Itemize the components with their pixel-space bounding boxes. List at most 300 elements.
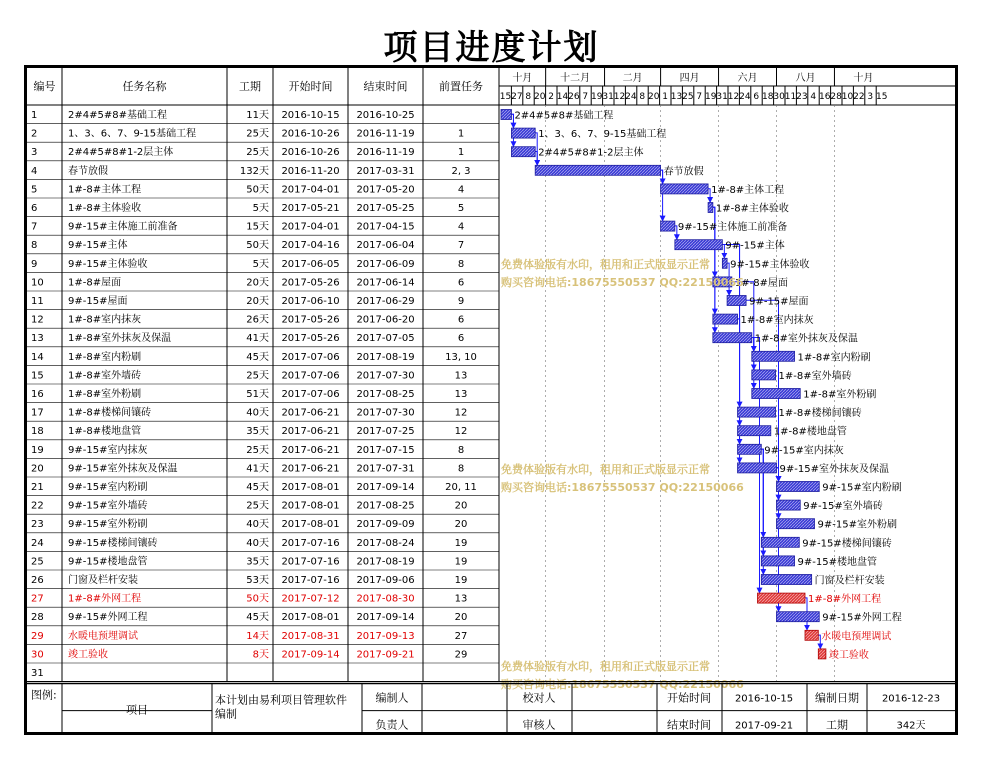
timeline-month: 十月	[853, 73, 874, 84]
task-name: 1#-8#主体工程	[68, 184, 142, 196]
task-end: 2017-04-15	[356, 221, 415, 233]
task-bar[interactable]	[738, 463, 777, 473]
task-bar-label: 1#-8#主体验收	[715, 203, 789, 215]
task-end: 2017-03-31	[356, 165, 415, 177]
task-end: 2017-09-13	[356, 630, 415, 642]
task-duration: 50天	[246, 240, 269, 252]
task-bar-label: 9#-15#外网工程	[822, 612, 902, 624]
column-header-id: 编号	[33, 80, 56, 93]
task-start: 2017-08-01	[281, 500, 340, 512]
task-bar-label: 1#-8#室内粉刷	[797, 352, 871, 364]
task-predecessor: 1	[457, 147, 465, 159]
task-id: 8	[31, 240, 38, 252]
task-start: 2017-05-26	[281, 333, 340, 345]
task-bar-label: 1#-8#室外粉刷	[803, 389, 877, 401]
task-predecessor: 29	[454, 649, 468, 661]
task-start: 2017-07-06	[281, 389, 340, 400]
task-bar[interactable]	[661, 221, 675, 231]
task-bar-label: 2#4#5#8#基础工程	[514, 110, 614, 122]
task-predecessor: 5	[457, 203, 465, 214]
timeline-day: 8	[639, 92, 646, 102]
task-bar[interactable]	[777, 500, 801, 510]
task-name: 9#-15#外网工程	[68, 612, 148, 624]
dependency-link	[722, 245, 739, 444]
gantt-sheet	[27, 68, 955, 732]
task-bar-label: 9#-15#屋面	[749, 296, 809, 308]
task-end: 2017-06-09	[356, 258, 415, 270]
task-bar[interactable]	[722, 258, 727, 268]
task-duration: 51天	[246, 389, 269, 400]
watermark-text: 免费体验版有水印，租用和正式版显示正常	[501, 463, 710, 476]
task-duration: 35天	[246, 426, 269, 438]
task-predecessor: 20	[454, 519, 468, 531]
task-start: 2017-05-26	[281, 314, 340, 326]
timeline-month: 十月	[512, 73, 533, 84]
end-time-value: 2017-09-21	[734, 720, 794, 732]
timeline-day: 22	[853, 92, 865, 102]
task-bar[interactable]	[511, 128, 535, 138]
start-time-label: 开始时间	[667, 691, 711, 705]
column-header-duration: 工期	[239, 80, 261, 93]
task-id: 31	[31, 668, 44, 679]
task-id: 12	[31, 314, 44, 326]
task-bar-label: 1#-8#主体工程	[711, 184, 785, 196]
timeline-day: 30	[773, 92, 785, 102]
task-bar-label: 1#-8#屋面	[734, 277, 788, 289]
task-bar-label: 1#-8#室内抹灰	[740, 315, 814, 327]
project-label: 项目	[126, 703, 148, 717]
column-header-end: 结束时间	[363, 80, 408, 93]
task-start: 2017-06-10	[281, 296, 340, 307]
task-start: 2017-06-21	[281, 444, 340, 456]
task-bar[interactable]	[713, 333, 752, 343]
task-name: 2#4#5#8#基础工程	[68, 110, 167, 121]
task-end: 2016-11-19	[356, 147, 415, 159]
timeline-day: 14	[556, 92, 569, 102]
task-bar-label: 9#-15#室外粉刷	[817, 519, 897, 531]
task-name: 9#-15#室内抹灰	[68, 444, 148, 456]
task-name: 1#-8#室内粉刷	[68, 351, 142, 363]
task-id: 5	[31, 184, 38, 196]
task-id: 26	[31, 575, 44, 586]
total-duration-label: 工期	[826, 718, 848, 732]
timeline-day: 10	[841, 92, 854, 102]
column-header-name: 任务名称	[122, 80, 167, 93]
task-id: 2	[31, 128, 38, 140]
task-predecessor: 8	[457, 444, 465, 456]
task-end: 2017-06-04	[356, 240, 415, 252]
timeline-month: 二月	[622, 73, 643, 84]
timeline-day: 24	[625, 92, 637, 102]
watermark-text: 免费体验版有水印，租用和正式版显示正常	[501, 660, 710, 673]
task-end: 2017-05-25	[356, 203, 415, 214]
task-duration: 25天	[246, 128, 269, 140]
task-bar[interactable]	[535, 165, 660, 175]
task-name: 水暖电预埋调试	[68, 630, 138, 642]
task-bar-label: 1#-8#室外墙砖	[778, 370, 852, 382]
timeline-month: 四月	[679, 73, 700, 84]
task-bar-label: 9#-15#楼地盘管	[797, 556, 878, 568]
task-duration: 45天	[246, 351, 269, 363]
task-bar[interactable]	[511, 147, 535, 157]
task-bar-label: 1#-8#楼梯间镶砖	[778, 408, 862, 420]
task-id: 18	[31, 426, 44, 438]
timeline-day: 2	[548, 92, 554, 102]
total-duration-value: 342天	[896, 720, 926, 732]
task-predecessor: 7	[457, 240, 465, 252]
timeline-day: 1	[662, 92, 668, 102]
compile-date-label: 编制日期	[815, 691, 859, 705]
task-duration: 25天	[246, 370, 269, 382]
task-end: 2017-07-30	[356, 407, 415, 419]
task-bar-label: 竣工验收	[828, 649, 869, 661]
task-name: 竣工验收	[68, 649, 108, 661]
task-bar[interactable]	[818, 649, 826, 659]
task-bar[interactable]	[752, 389, 800, 399]
column-header-pred: 前置任务	[439, 80, 483, 93]
task-id: 20	[31, 463, 44, 475]
task-end: 2017-07-30	[356, 370, 415, 382]
task-end: 2017-07-15	[356, 444, 415, 456]
task-id: 30	[31, 649, 44, 661]
task-name: 1、3、6、7、9-15基础工程	[68, 128, 197, 140]
task-name: 9#-15#主体	[68, 240, 128, 252]
task-bar[interactable]	[758, 593, 806, 603]
task-duration: 40天	[246, 407, 269, 419]
timeline-month: 六月	[737, 73, 758, 84]
task-predecessor: 4	[457, 221, 465, 233]
task-predecessor: 4	[457, 184, 465, 196]
task-bar[interactable]	[777, 482, 820, 492]
task-id: 4	[31, 165, 38, 177]
task-bar[interactable]	[777, 519, 815, 529]
task-bar-label: 1#-8#外网工程	[808, 594, 882, 606]
task-predecessor: 6	[457, 333, 465, 345]
watermark-text: 购买咨询电话:18675550537 QQ:22150066	[501, 481, 744, 494]
task-start: 2017-04-01	[281, 184, 340, 196]
task-name: 1#-8#室外粉刷	[68, 389, 142, 400]
task-id: 28	[31, 612, 44, 624]
task-start: 2016-10-15	[281, 110, 340, 121]
timeline-day: 19	[704, 92, 717, 102]
timeline-day: 25	[682, 92, 694, 102]
task-duration: 25天	[246, 444, 269, 456]
task-predecessor: 19	[454, 556, 468, 568]
task-bar[interactable]	[761, 556, 794, 566]
task-end: 2017-08-19	[356, 556, 415, 568]
task-id: 16	[31, 389, 44, 400]
task-duration: 50天	[246, 184, 269, 196]
task-start: 2017-05-26	[281, 277, 340, 289]
task-start: 2016-10-26	[281, 128, 340, 140]
task-start: 2017-08-31	[281, 630, 340, 642]
task-end: 2017-09-09	[356, 519, 415, 531]
task-predecessor: 13	[454, 593, 468, 605]
task-name: 9#-15#室外墙砖	[68, 500, 148, 512]
task-end: 2017-08-19	[356, 351, 415, 363]
task-bar[interactable]	[738, 407, 776, 417]
task-bar-label: 2#4#5#8#1-2层主体	[538, 147, 644, 159]
task-duration: 25天	[246, 147, 269, 159]
task-id: 10	[31, 277, 44, 289]
timeline-day: 3	[867, 92, 874, 102]
start-time-value: 2016-10-15	[734, 693, 794, 705]
task-end: 2017-06-20	[356, 314, 415, 326]
task-duration: 53天	[246, 575, 269, 586]
task-start: 2017-07-16	[281, 556, 340, 568]
task-start: 2017-08-01	[281, 482, 340, 493]
task-bar-label: 9#-15#主体施工前准备	[677, 222, 788, 234]
task-end: 2017-08-25	[356, 500, 415, 512]
task-bar-label: 9#-15#楼梯间镶砖	[802, 538, 892, 550]
task-predecessor: 20	[454, 612, 468, 624]
task-id: 25	[31, 556, 44, 568]
task-bar[interactable]	[761, 537, 799, 547]
task-start: 2016-10-26	[281, 147, 340, 159]
end-time-label: 结束时间	[667, 718, 711, 732]
task-duration: 25天	[246, 500, 269, 512]
task-id: 19	[31, 444, 44, 456]
task-id: 17	[31, 407, 44, 419]
compiled-by-note: 编制	[215, 707, 237, 721]
task-duration: 50天	[246, 593, 269, 605]
task-name: 春节放假	[68, 165, 108, 177]
task-bar[interactable]	[805, 630, 818, 640]
task-end: 2017-09-14	[356, 482, 415, 493]
task-name: 9#-15#室内粉刷	[68, 482, 148, 493]
task-end: 2017-08-24	[356, 537, 415, 549]
task-bar-label: 1#-8#楼地盘管	[773, 426, 847, 438]
timeline-day: 26	[568, 92, 580, 102]
task-id: 23	[31, 519, 44, 531]
task-end: 2017-07-25	[356, 426, 415, 438]
task-end: 2016-10-25	[356, 110, 415, 121]
timeline-day: 8	[525, 92, 532, 102]
task-name: 1#-8#楼地盘管	[68, 426, 142, 438]
task-id: 14	[31, 351, 44, 363]
timeline-day: 31	[716, 92, 728, 102]
column-header-start: 开始时间	[288, 80, 333, 93]
task-duration: 15天	[246, 221, 269, 233]
task-id: 27	[31, 593, 44, 605]
timeline-day: 11	[784, 92, 797, 102]
timeline-day: 15	[875, 92, 888, 102]
task-predecessor: 6	[457, 277, 465, 289]
watermark-text: 购买咨询电话:18675550537 QQ:22150066	[501, 276, 744, 289]
task-predecessor: 8	[457, 258, 465, 270]
timeline-day: 31	[602, 92, 614, 102]
task-duration: 35天	[246, 556, 269, 568]
task-predecessor: 6	[457, 314, 465, 326]
task-start: 2017-07-06	[281, 370, 340, 382]
task-predecessor: 1	[457, 128, 465, 140]
task-predecessor: 9	[457, 296, 465, 307]
task-end: 2017-07-31	[356, 463, 415, 475]
task-bar[interactable]	[738, 426, 771, 436]
task-name: 2#4#5#8#1-2层主体	[68, 147, 174, 159]
task-name: 1#-8#屋面	[68, 277, 122, 289]
task-name: 1#-8#室外抹灰及保温	[68, 333, 172, 345]
task-start: 2017-04-16	[281, 240, 340, 252]
task-predecessor: 13	[454, 370, 468, 382]
task-name: 9#-15#室外粉刷	[68, 519, 148, 531]
task-id: 1	[31, 110, 38, 121]
timeline-month: 十二月	[560, 73, 591, 84]
task-start: 2016-11-20	[281, 165, 340, 177]
task-start: 2017-06-05	[281, 258, 340, 270]
owner-label: 负责人	[375, 718, 409, 732]
task-predecessor: 8	[457, 463, 465, 475]
timeline-day: 15	[499, 92, 512, 102]
task-end: 2017-08-30	[356, 593, 415, 605]
task-bar-label: 9#-15#室外抹灰及保温	[779, 463, 889, 475]
task-id: 21	[31, 482, 44, 493]
timeline-day: 6	[753, 92, 760, 102]
timeline-day: 7	[696, 92, 703, 102]
task-start: 2017-07-12	[281, 593, 340, 605]
task-predecessor: 13	[454, 389, 468, 400]
task-bar-label: 9#-15#主体验收	[730, 259, 810, 271]
task-start: 2017-07-16	[281, 537, 340, 549]
task-bar[interactable]	[501, 110, 511, 120]
task-name: 1#-8#主体验收	[68, 203, 142, 214]
watermark-text: 免费体验版有水印，租用和正式版显示正常	[501, 258, 710, 271]
task-id: 11	[31, 296, 44, 307]
task-end: 2017-08-25	[356, 389, 415, 400]
task-end: 2017-06-14	[356, 277, 415, 289]
task-name: 1#-8#楼梯间镶砖	[68, 407, 152, 419]
timeline-day: 19	[590, 92, 603, 102]
task-start: 2017-07-16	[281, 575, 340, 586]
page-title: 项目进度计划	[383, 28, 600, 68]
timeline-day: 20	[647, 92, 660, 102]
task-bar[interactable]	[752, 351, 795, 361]
task-duration: 26天	[246, 314, 269, 326]
task-bar[interactable]	[727, 296, 746, 306]
task-start: 2017-06-21	[281, 426, 340, 438]
timeline-day: 27	[511, 92, 523, 102]
dependency-link	[752, 338, 754, 389]
task-name: 9#-15#屋面	[68, 296, 128, 307]
task-id: 15	[31, 370, 44, 382]
timeline-day: 7	[582, 92, 589, 102]
task-bar[interactable]	[675, 240, 723, 250]
task-name: 9#-15#主体施工前准备	[68, 221, 178, 233]
task-duration: 5天	[252, 203, 269, 214]
timeline-day: 12	[613, 92, 626, 102]
task-bar[interactable]	[752, 370, 776, 380]
task-id: 6	[31, 203, 38, 214]
task-duration: 45天	[246, 482, 269, 493]
task-predecessor: 2, 3	[451, 165, 471, 177]
timeline-day: 16	[818, 92, 831, 102]
task-bar-label: 9#-15#室内抹灰	[764, 445, 844, 457]
timeline-day: 12	[727, 92, 740, 102]
task-bar-label: 水暖电预埋调试	[821, 631, 892, 643]
watermark-text: 购买咨询电话:18675550537 QQ:22150066	[501, 678, 744, 691]
task-bar-label: 1#-8#室外抹灰及保温	[754, 333, 858, 345]
task-duration: 20天	[246, 277, 269, 289]
task-duration: 8天	[252, 649, 269, 661]
checker-label: 校对人	[522, 691, 556, 705]
task-name: 1#-8#外网工程	[68, 593, 142, 605]
task-id: 3	[31, 147, 38, 159]
compiled-by-note: 本计划由易利项目管理软件	[215, 693, 347, 707]
task-start: 2017-08-01	[281, 519, 340, 531]
timeline-day: 28	[830, 92, 842, 102]
task-duration: 40天	[246, 519, 269, 531]
task-predecessor: 20, 11	[445, 482, 477, 493]
timeline-day: 18	[761, 92, 774, 102]
task-bar-label: 9#-15#室外墙砖	[803, 501, 883, 513]
task-bar[interactable]	[661, 184, 709, 194]
task-bar-label: 门窗及栏杆安装	[814, 575, 885, 587]
task-bar-label: 9#-15#主体	[725, 240, 785, 252]
task-id: 29	[31, 630, 44, 642]
task-id: 9	[31, 258, 38, 270]
task-duration: 5天	[252, 258, 269, 270]
task-bar[interactable]	[738, 444, 762, 454]
task-duration: 41天	[246, 333, 269, 345]
task-bar[interactable]	[713, 314, 738, 324]
task-name: 1#-8#室外墙砖	[68, 370, 142, 382]
task-predecessor: 19	[454, 537, 468, 549]
compiler-label: 编制人	[375, 691, 409, 705]
task-end: 2017-09-06	[356, 575, 415, 586]
task-bar-label: 1、3、6、7、9-15基础工程	[538, 129, 667, 141]
task-name: 门窗及栏杆安装	[68, 575, 138, 586]
task-name: 9#-15#楼地盘管	[68, 556, 148, 568]
task-start: 2017-07-06	[281, 351, 340, 363]
task-duration: 132天	[239, 165, 269, 177]
task-duration: 45天	[246, 612, 269, 624]
task-duration: 14天	[246, 630, 269, 642]
task-predecessor: 12	[454, 407, 468, 419]
task-start: 2017-06-21	[281, 463, 340, 475]
task-predecessor: 20	[454, 500, 468, 512]
task-name: 1#-8#室内抹灰	[68, 314, 142, 326]
task-end: 2017-05-20	[356, 184, 415, 196]
timeline-day: 23	[796, 92, 808, 102]
task-predecessor: 19	[454, 575, 468, 586]
task-bar-label: 春节放假	[663, 166, 704, 178]
task-end: 2017-06-29	[356, 296, 415, 307]
task-predecessor: 27	[454, 630, 468, 642]
task-bar[interactable]	[777, 612, 820, 622]
task-end: 2017-09-14	[356, 612, 415, 624]
task-bar[interactable]	[761, 575, 811, 585]
task-id: 22	[31, 500, 44, 512]
task-end: 2016-11-19	[356, 128, 415, 140]
timeline-day: 24	[739, 92, 751, 102]
gantt-frame	[24, 65, 958, 735]
task-start: 2017-09-14	[281, 649, 340, 661]
task-predecessor: 13, 10	[445, 351, 477, 363]
task-duration: 20天	[246, 296, 269, 307]
task-id: 7	[31, 221, 38, 233]
task-end: 2017-07-05	[356, 333, 415, 345]
task-end: 2017-09-21	[356, 649, 415, 661]
reviewer-label: 审核人	[522, 718, 556, 732]
timeline-day: 13	[670, 92, 683, 102]
task-name: 9#-15#室外抹灰及保温	[68, 463, 178, 475]
timeline-day: 4	[810, 92, 817, 102]
compile-date-value: 2016-12-23	[881, 693, 941, 705]
task-bar-label: 9#-15#室内粉刷	[822, 482, 902, 494]
task-duration: 11天	[246, 110, 269, 121]
task-bar[interactable]	[708, 203, 713, 213]
timeline-month: 八月	[795, 73, 816, 84]
